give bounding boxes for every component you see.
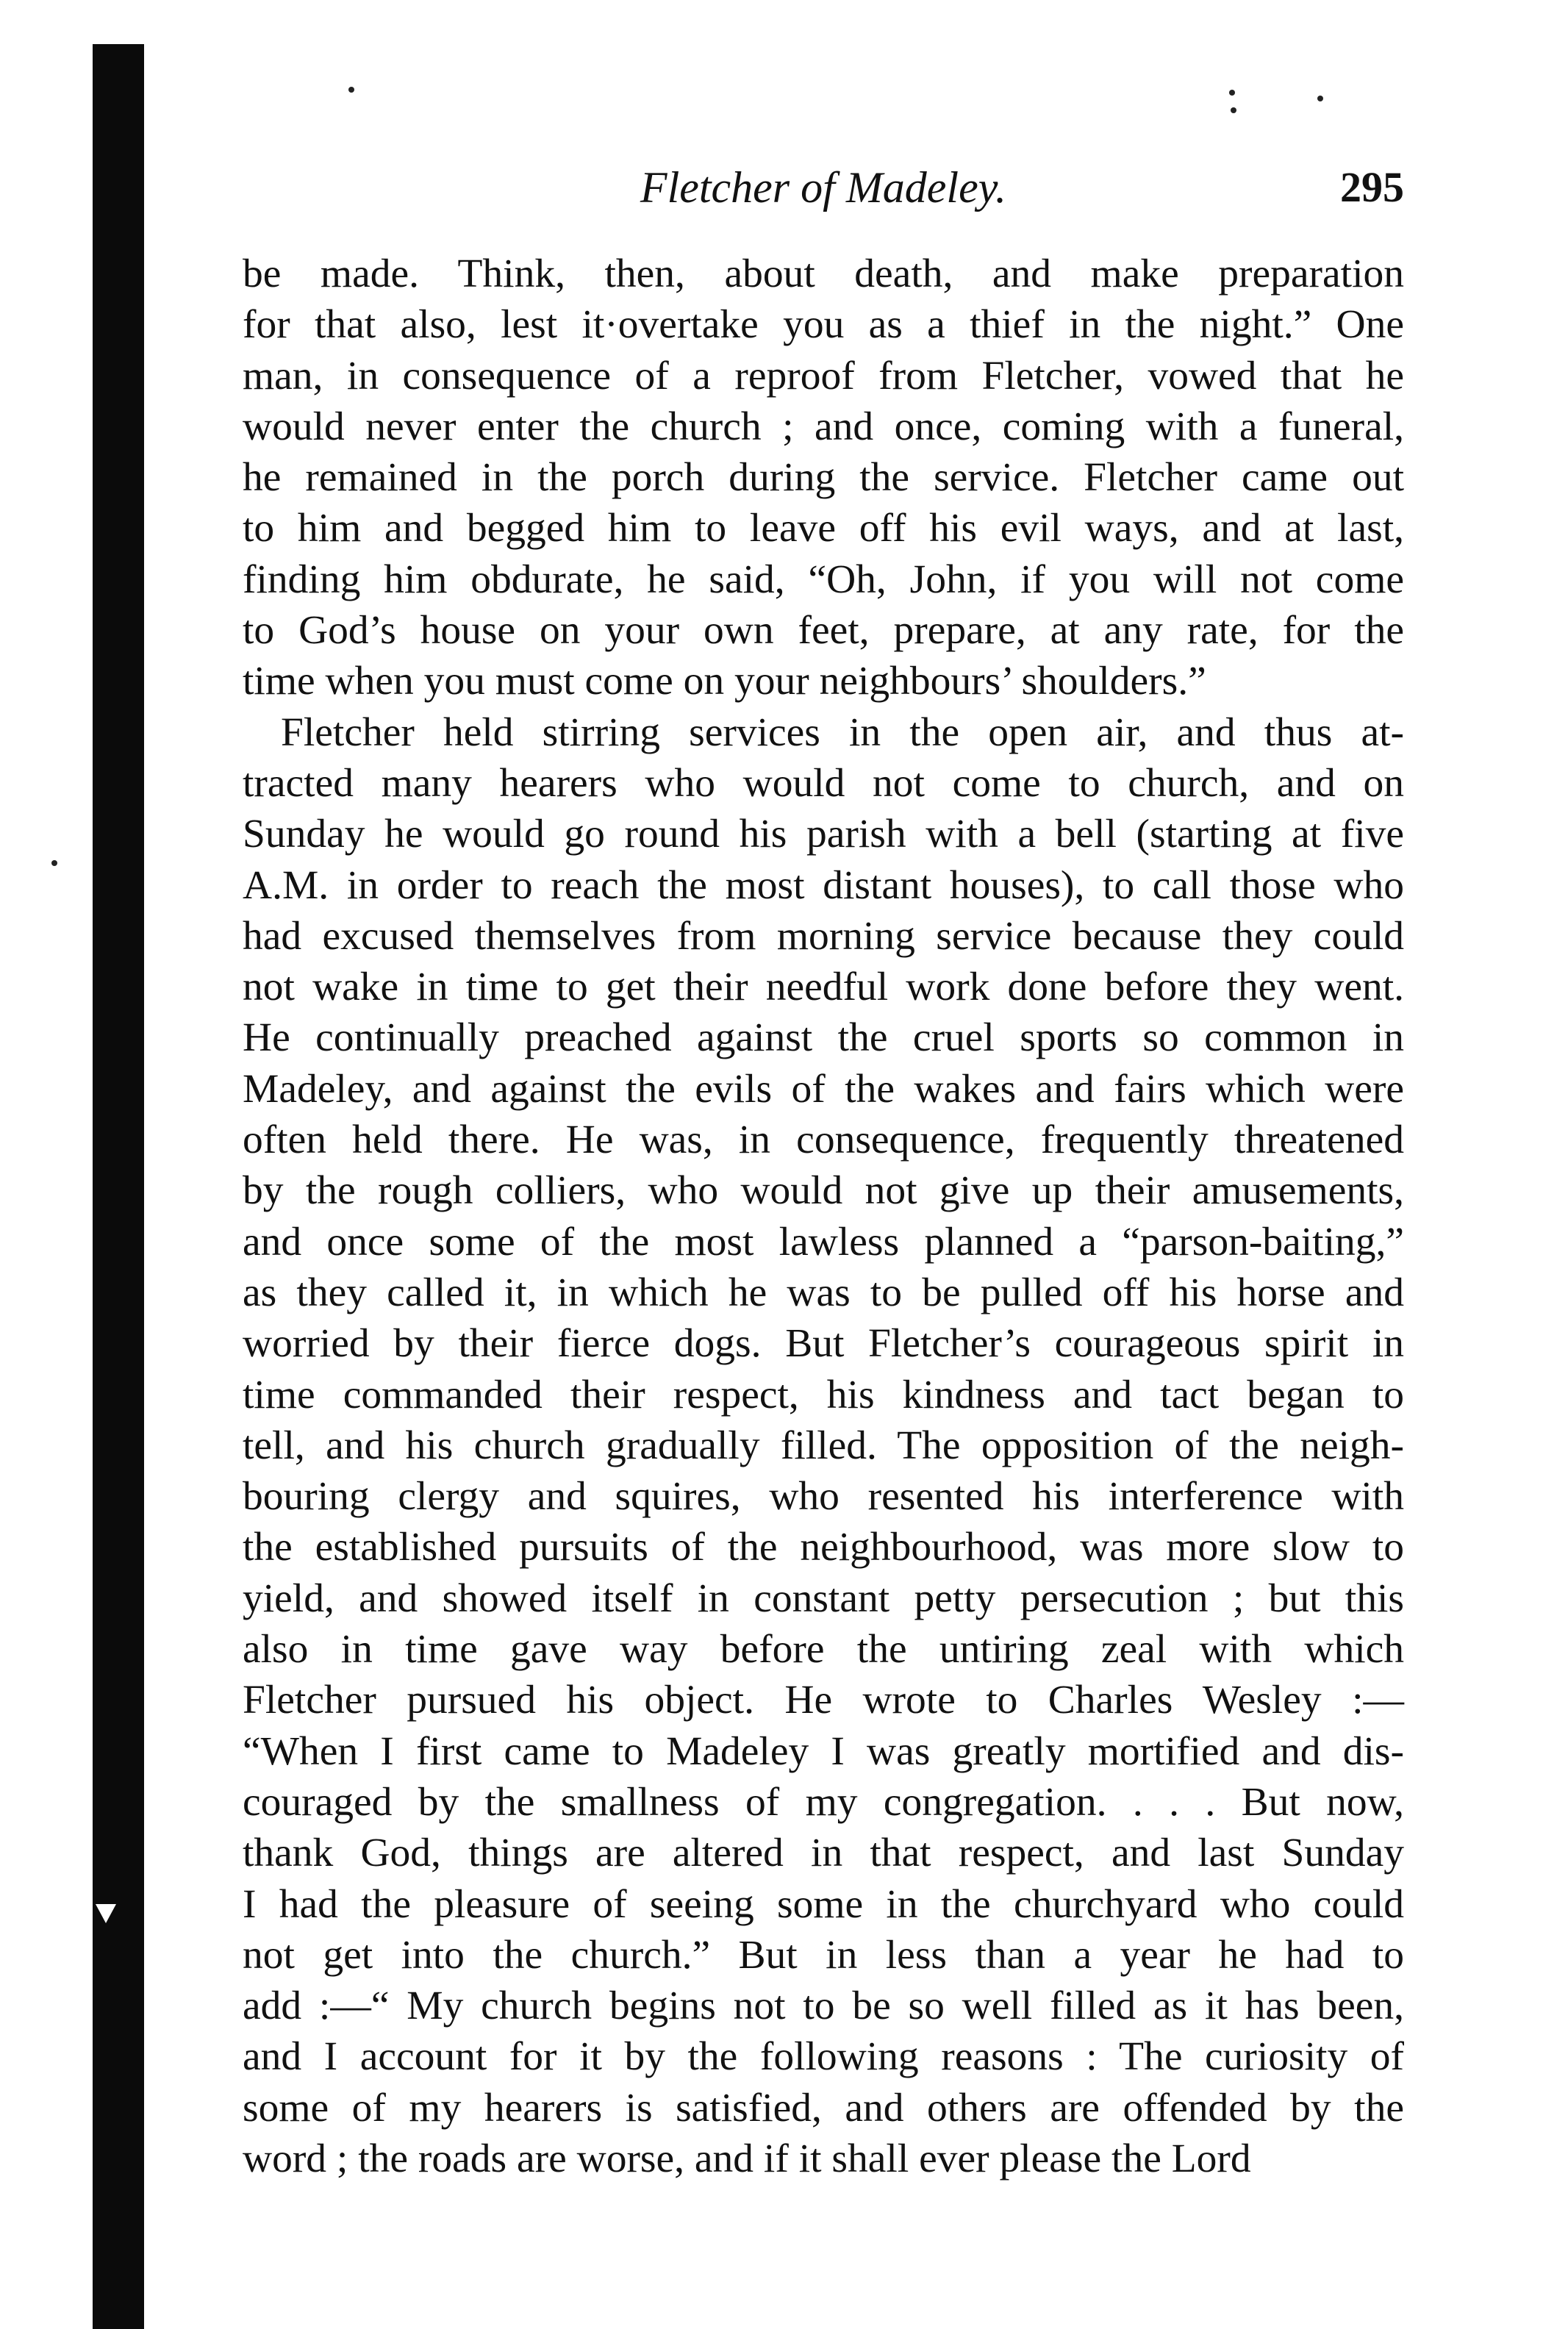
text-line: had excused themselves from morning service because they could (243, 913, 1404, 959)
text-line: often held there. He was, in consequence, frequently threatened (243, 1117, 1404, 1163)
print-speck (51, 860, 57, 866)
text-line: He continually preached against the cruel sports so common in (243, 1015, 1404, 1061)
text-line: thank God, things are altered in that respect, and last Sunday (243, 1831, 1404, 1876)
text-line: tell, and his church gradually filled. The opposition of the neigh- (243, 1423, 1404, 1468)
text-line: Madeley, and against the evils of the wakes and fairs which were (243, 1066, 1404, 1112)
text-line: Sunday he would go round his parish with a bell (starting at five (243, 812, 1404, 857)
text-line: yield, and showed itself in constant petty persecution ; but this (243, 1575, 1404, 1621)
text-line: by the rough colliers, who would not give up their amusements, (243, 1168, 1404, 1214)
text-line: Fletcher held stirring services in the open air, and thus at- (281, 709, 1404, 755)
book-spine-shadow (93, 44, 144, 2329)
print-speck (1229, 90, 1235, 96)
text-line: not wake in time to get their needful work done before they went. (243, 965, 1404, 1010)
text-line: time when you must come on your neighbours’ shoulders.” (243, 659, 1206, 704)
text-line: bouring clergy and squires, who resented his interference with (243, 1474, 1404, 1520)
paragraph (243, 707, 1404, 2185)
text-line: word ; the roads are worse, and if it shall ever please the Lord (243, 2136, 1251, 2181)
text-line: to God’s house on your own feet, prepare, at any rate, for the (243, 608, 1404, 654)
text-line: time commanded their respect, his kindness and tact began to (243, 1372, 1404, 1417)
paragraph (243, 248, 1404, 707)
text-line: would never enter the church ; and once, coming with a funeral, (243, 404, 1404, 449)
spine-notch-mark (96, 1904, 116, 1923)
text-line: to him and begged him to leave off his evil ways, and at last, (243, 506, 1404, 551)
page-number: 295 (1340, 163, 1404, 211)
text-line: for that also, lest it·overtake you as a thief in the night.” One (243, 302, 1404, 348)
text-line: add :—“ My church begins not to be so well filled as it has been, (243, 1983, 1404, 2029)
page-header (243, 158, 1404, 217)
text-line: and once some of the most lawless planned a “parson-baiting,” (243, 1219, 1404, 1264)
text-line: Fletcher pursued his object. He wrote to Charles Wesley :— (243, 1678, 1404, 1723)
text-line: tracted many hearers who would not come to church, and on (243, 760, 1404, 806)
print-speck (1231, 107, 1236, 113)
text-line: as they called it, in which he was to be pulled off his horse and (243, 1270, 1404, 1315)
running-title: Fletcher of Madeley. (640, 163, 1007, 212)
body-text (243, 248, 1404, 2184)
text-line: and I account for it by the following reasons : The curiosity of (243, 2034, 1404, 2080)
text-line: he remained in the porch during the service. Fletcher came out (243, 455, 1404, 501)
text-line: worried by their fierce dogs. But Fletcher’s courageous spirit in (243, 1321, 1404, 1367)
print-speck (1317, 96, 1323, 101)
text-line: A.M. in order to reach the most distant houses), to call those who (243, 862, 1404, 908)
text-line: couraged by the smallness of my congregation. . . . But now, (243, 1779, 1404, 1825)
text-line: the established pursuits of the neighbourhood, was more slow to (243, 1525, 1404, 1570)
text-line: finding him obdurate, he said, “Oh, John, if you will not come (243, 557, 1404, 602)
text-line: also in time gave way before the untiring zeal with which (243, 1627, 1404, 1672)
text-line: not get into the church.” But in less than a year he had to (243, 1932, 1404, 1978)
text-line: I had the pleasure of seeing some in the churchyard who could (243, 1881, 1404, 1927)
print-speck (348, 87, 354, 93)
text-line: some of my hearers is satisfied, and others are offended by the (243, 2085, 1404, 2131)
text-line: man, in consequence of a reproof from Fletcher, vowed that he (243, 353, 1404, 398)
text-line: “When I first came to Madeley I was greatly mortified and dis- (243, 1728, 1404, 1774)
text-line: be made. Think, then, about death, and make preparation (243, 251, 1404, 296)
